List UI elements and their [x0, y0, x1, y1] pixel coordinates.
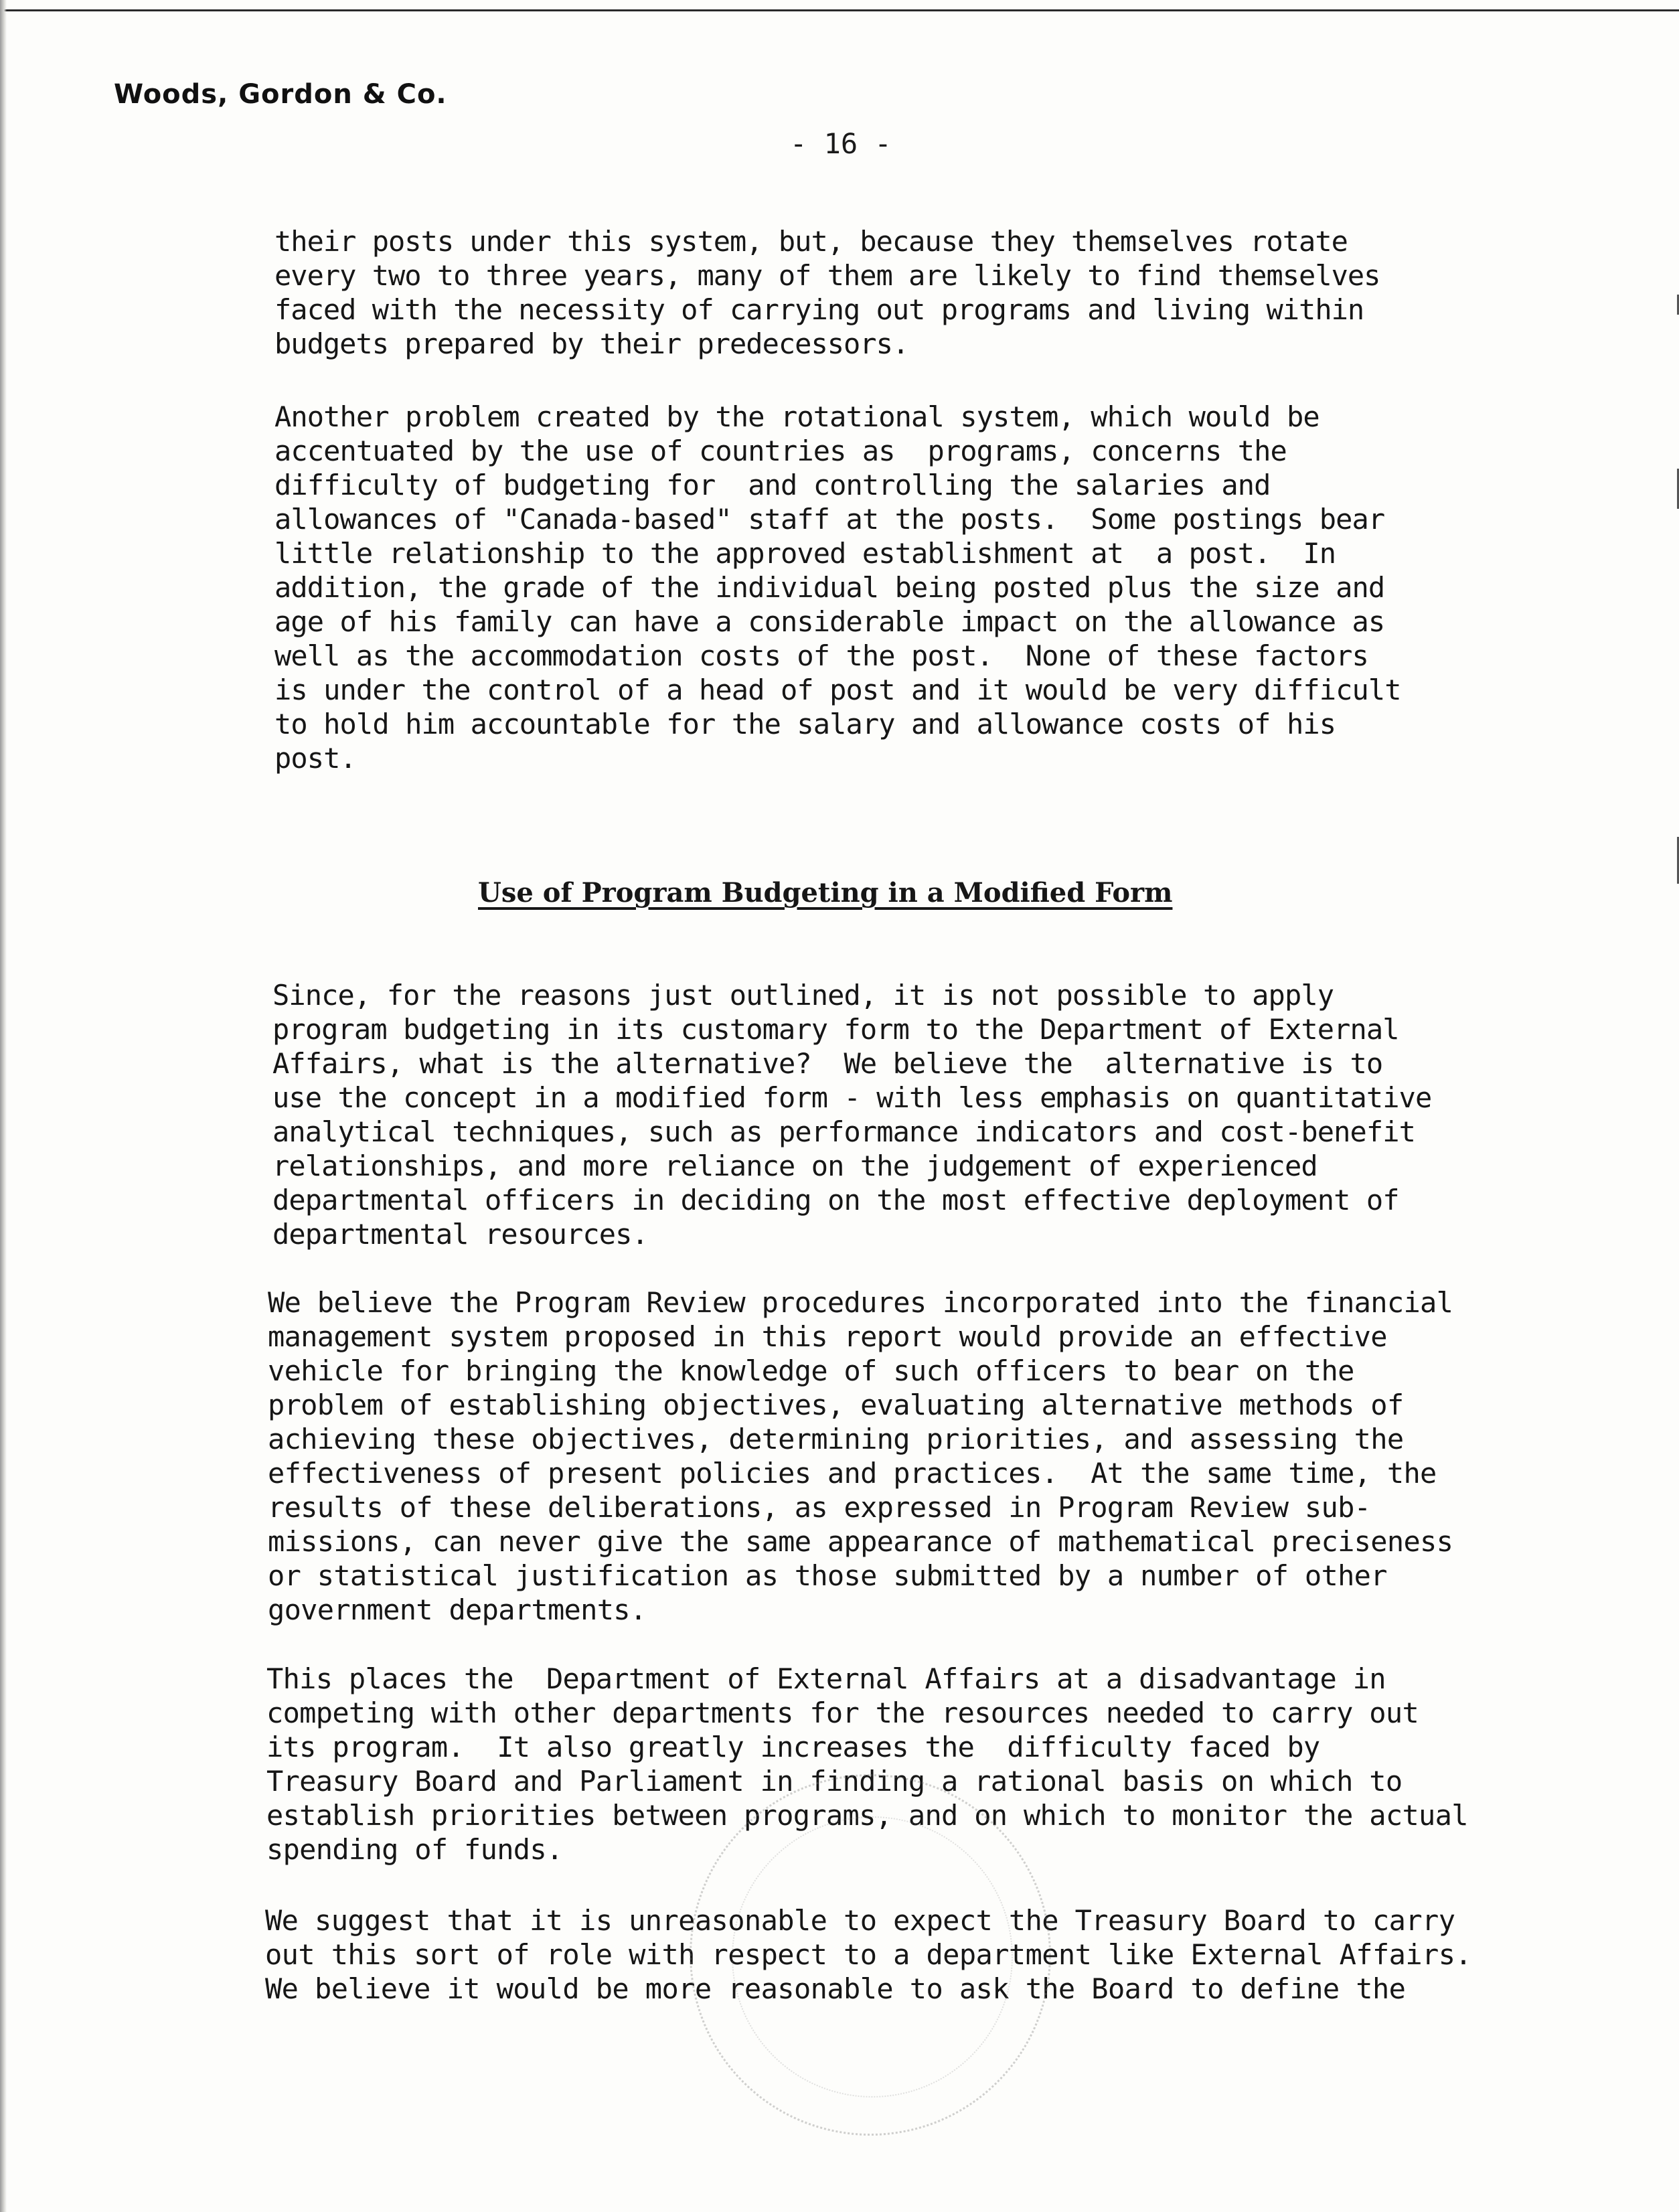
- paragraph-6: We suggest that it is unreasonable to expect the Treasury Board to carry out this sort of role with respect to a department like External Affairs. We believe it would be more reasonable to ask the Board to define the: [265, 1904, 1472, 2005]
- paragraph-3: Since, for the reasons just outlined, it is not possible to apply program budgeting in its customary form to the Department of External Affairs, what is the alternative? We believe the alternative is to use the concept in a modified form - with less emphasis on quantitative analytical techniques, such as performance indicators and cost-benefit relationships, and more reliance on the judgement of experienced departmental officers in deciding on the most effective deployment of departmental resources.: [272, 979, 1432, 1251]
- section-heading: Use of Program Budgeting in a Modified Form: [478, 877, 1173, 908]
- firm-name: Woods, Gordon & Co.: [114, 79, 447, 110]
- top-border-rule: [0, 9, 1679, 11]
- page-left-edge: [0, 0, 7, 2212]
- paragraph-5: This places the Department of External Affairs at a disadvantage in competing with other departments for the resources needed to carry out its program. It also greatly increases the difficulty faced by Treasury Board and Parliament in finding a rational basis on which to establish priorities between programs, and on which to monitor the actual spending of funds.: [266, 1662, 1468, 1866]
- faded-circular-stamp: [690, 1774, 1051, 2136]
- paragraph-2: Another problem created by the rotational system, which would be accentuated by the use of countries as programs, concerns the difficulty of budgeting for and controlling the salaries and allowances of "Canada-based" staff at the posts. Some postings bear little relationship to the approved establishment at a post. In addition, the grade of the individual being posted plus the size and age of his family can have a considerable impact on the allowance as well as the accommodation costs of the post. None of these factors is under the control of a head of post and it would be very difficult to hold him accountable for the salary and allowance costs of his post.: [274, 400, 1401, 775]
- page-number: - 16 -: [790, 127, 892, 160]
- paragraph-4: We believe the Program Review procedures incorporated into the financial management system proposed in this report would provide an effective vehicle for bringing the knowledge of such officers to bear on the problem of establishing objectives, evaluating alternative methods of achieving these objectives, determining priorities, and assessing the effectiveness of present policies and practices. At the same time, the results of these deliberations, as expressed in Program Review sub- missions, can never give the same appearance of mathematical preciseness or statistical justification as those submitted by a number of other government departments.: [268, 1286, 1453, 1626]
- stamp-inner-ring: [732, 1816, 1013, 2098]
- paragraph-1: their posts under this system, but, because they themselves rotate every two to three years, many of them are likely to find themselves faced with the necessity of carrying out programs and living within budgets prepared by their predecessors.: [274, 225, 1380, 360]
